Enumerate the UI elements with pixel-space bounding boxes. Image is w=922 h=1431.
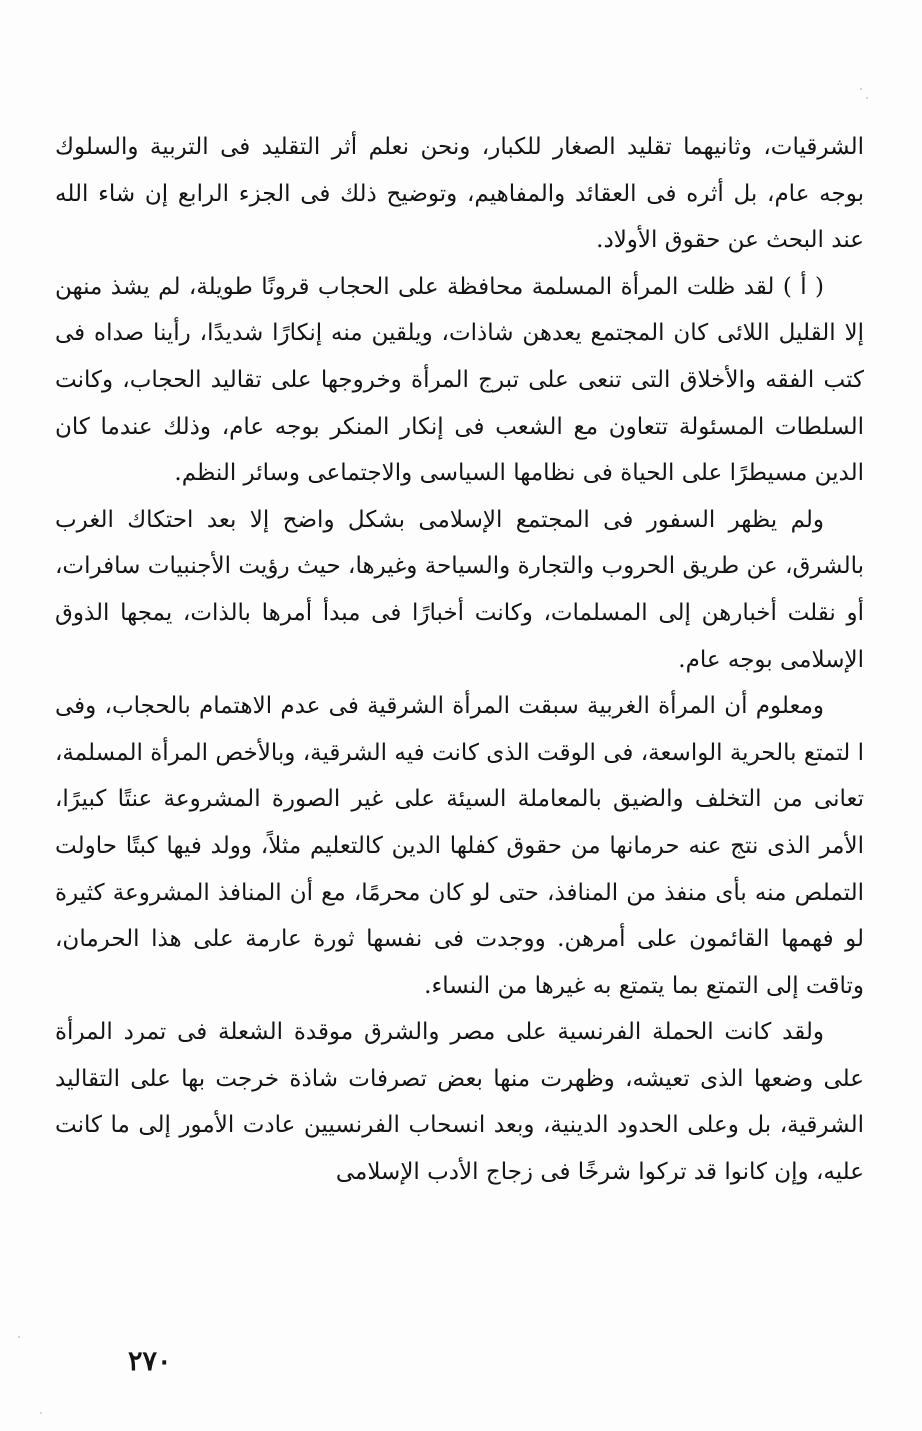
scan-speck (40, 1412, 42, 1414)
page-number: ٢٧٠ (128, 1346, 172, 1377)
body-text (55, 124, 864, 1196)
paragraph-1: الشرقيات، وثانيهما تقليد الصغار للكبار، ونحن نعلم أثر التقليد فى التربية والسلوك بوجه عام، بل أثره فى العقائد والمفاهيم، وتوضيح ذلك فى الجزء الرابع إن شاء الله عند البحث عن حقوق الأولاد. (55, 134, 864, 254)
paragraph-2: ( أ ) لقد ظلت المرأة المسلمة محافظة على الحجاب قرونًا طويلة، لم يشذ منهن إلا القليل اللائى كان المجتمع يعدهن شاذات، ويلقين منه إنكارًا شديدًا، رأينا صداه فى كتب الفقه والأخلاق التى تنعى على تبرج المرأة وخروجها على تقاليد الحجاب، وكانت السلطات المسئولة تتعاون مع الشعب فى إنكار المنكر بوجه عام، وذلك عندما كان الدين مسيطرًا على الحياة فى نظامها السياسى والاجتماعى وسائر النظم. (55, 273, 864, 487)
paragraph-4: ومعلوم أن المرأة الغربية سبقت المرأة الشرقية فى عدم الاهتمام بالحجاب، وفى ا لتمتع بالحرية الواسعة، فى الوقت الذى كانت فيه الشرقية، وبالأخص المرأة المسلمة، تعانى من التخلف والضيق بالمعاملة السيئة على غير الصورة المشروعة عنتًا كبيرًا، الأمر الذى نتج عنه حرمانها من حقوق كفلها الدين كالتعليم مثلاً، وولد فيها كبتًا حاولت التملص منه بأى منفذ من المنافذ، حتى لو كان محرمًا، مع أن المنافذ المشروعة كثيرة لو فهمها القائمون على أمرهن. ووجدت فى نفسها ثورة عارمة على هذا الحرمان، وتاقت إلى التمتع بما يتمتع به غيرها من النساء. (55, 693, 864, 999)
scan-speck (18, 1336, 20, 1338)
scan-speck (860, 88, 862, 90)
paragraph-5: ولقد كانت الحملة الفرنسية على مصر والشرق موقدة الشعلة فى تمرد المرأة على وضعها الذى تعيشه، وظهرت منها بعض تصرفات شاذة خرجت بها على التقاليد الشرقية، بل وعلى الحدود الدينية، وبعد انسحاب الفرنسيين عادت الأمور إلى ما كانت عليه، وإن كانوا قد تركوا شرخًا فى زجاج الأدب الإسلامى (55, 1019, 864, 1186)
scan-speck (866, 97, 868, 99)
paragraph-3: ولم يظهر السفور فى المجتمع الإسلامى بشكل واضح إلا بعد احتكاك الغرب بالشرق، عن طريق الحروب والتجارة والسياحة وغيرها، حيث رؤيت الأجنبيات سافرات، أو نقلت أخبارهن إلى المسلمات، وكانت أخبارًا فى مبدأ أمرها بالذات، يمجها الذوق الإسلامى بوجه عام. (55, 506, 864, 673)
